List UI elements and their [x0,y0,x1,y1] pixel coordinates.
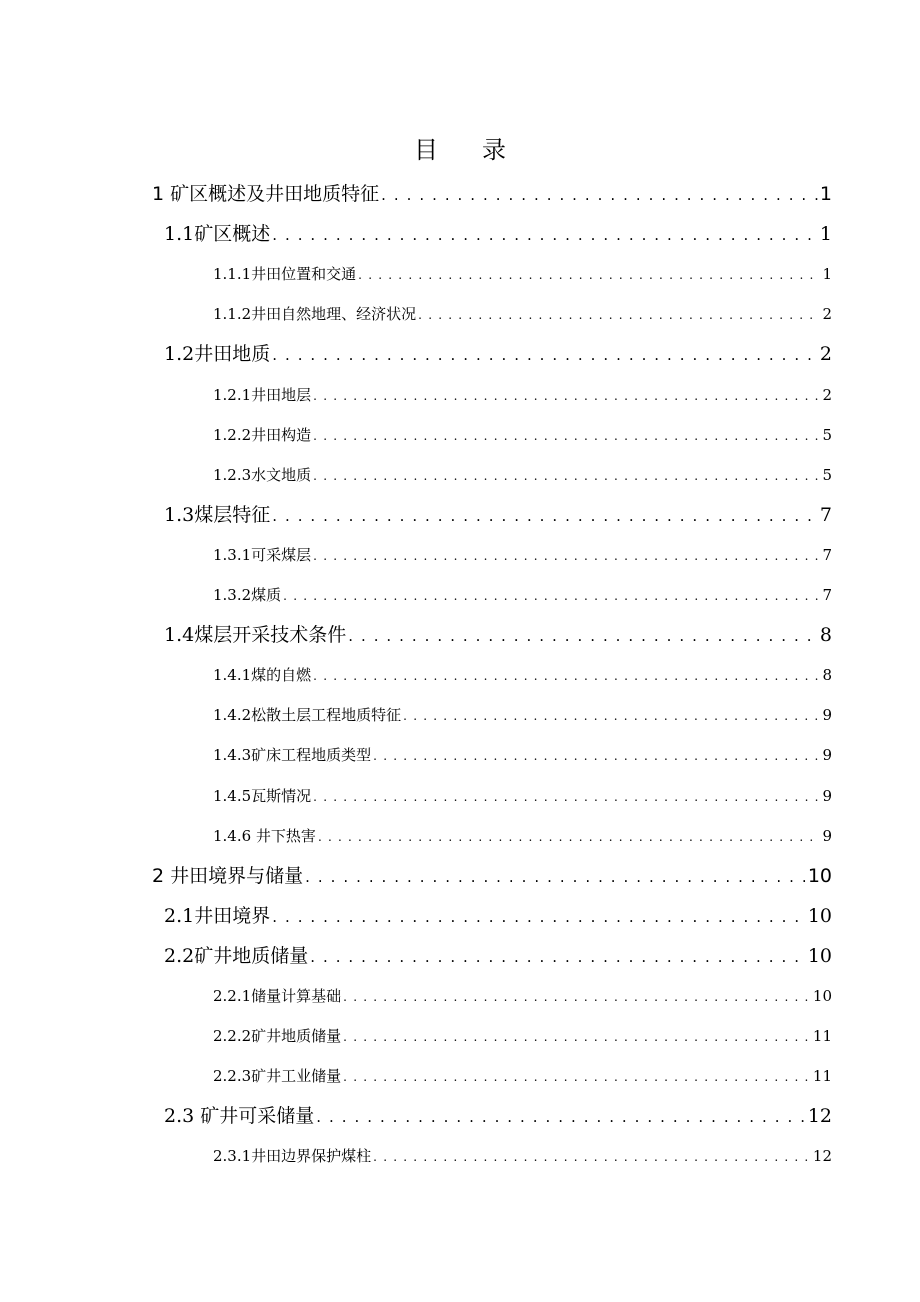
toc-entry-page-number: 9 [822,746,832,765]
toc-entry[interactable] [213,1016,832,1056]
toc-entry-page-number: 11 [812,1027,832,1046]
toc-entry[interactable] [164,334,832,374]
toc-entry-label: 1.2.3水文地质 [213,465,312,484]
toc-entry[interactable] [213,655,832,695]
toc-entry-page-number: 9 [822,706,832,725]
dot-leader [313,376,820,416]
toc-entry[interactable] [164,495,832,535]
toc-entry-page-number: 7 [822,586,832,604]
dot-leader [305,857,806,897]
toc-entry-page-number: 11 [812,1067,832,1086]
dot-leader [313,536,820,576]
toc-entry-label: 2.1井田境界 [164,904,271,927]
toc-entry-label: 1.1.2井田自然地理、经济状况 [213,305,417,324]
toc-entry-page-number: 9 [822,826,832,845]
toc-entry-label: 1.4.1煤的自燃 [213,666,312,685]
page-title [0,130,920,165]
toc-entry-page-number: 8 [822,666,832,685]
toc-entry[interactable] [164,896,832,936]
toc-entry-label: 1.2井田地质 [164,343,271,366]
toc-entry[interactable] [164,214,832,254]
dot-leader [358,255,820,295]
toc-entry[interactable] [213,776,832,816]
toc-entry[interactable] [213,1056,832,1096]
dot-leader [272,897,806,937]
toc-entry-page-number: 5 [822,465,832,484]
dot-leader [313,777,820,817]
toc-entry[interactable] [213,1136,832,1176]
toc-entry-label: 2.3.1井田边界保护煤柱 [213,1147,372,1166]
dot-leader [403,696,820,736]
toc-entry-label: 1.4.5瓦斯情况 [213,786,312,805]
toc-entry[interactable] [213,415,832,455]
toc-entry[interactable] [164,1096,832,1136]
toc-entry[interactable] [152,174,832,214]
toc-entry[interactable] [213,816,832,856]
title-char-2: 录 [482,136,506,164]
toc-entry-label: 2 井田境界与储量 [152,864,304,887]
toc-entry[interactable] [213,455,832,495]
toc-entry-label: 2.2矿井地质储量 [164,944,309,967]
toc-entry-label: 1.4.3矿床工程地质类型 [213,746,372,765]
toc-entry-label: 1.3.1可采煤层 [213,545,312,564]
toc-entry-page-number: 2 [819,343,832,366]
toc-entry[interactable] [213,735,832,775]
toc-entry-page-number: 1 [819,223,832,246]
toc-entry[interactable] [213,575,832,615]
toc-entry-page-number: 5 [822,425,832,444]
toc-entry-label: 1.4煤层开采技术条件 [164,624,347,647]
toc-entry-label: 2.2.3矿井工业储量 [213,1067,342,1086]
toc-entry[interactable] [213,294,832,334]
dot-leader [272,496,818,536]
dot-leader [373,736,820,776]
toc-entry-page-number: 2 [822,385,832,404]
dot-leader [381,175,818,215]
dot-leader [343,1057,811,1097]
dot-leader [313,416,820,456]
dot-leader [283,576,820,616]
dot-leader [316,1097,806,1137]
toc-entry-page-number: 10 [807,864,832,887]
toc-entry[interactable] [213,976,832,1016]
toc-entry-label: 2.3 矿井可采储量 [164,1105,315,1128]
dot-leader [343,1017,811,1057]
dot-leader [313,656,820,696]
dot-leader [418,295,820,335]
toc-entry-label: 1.3煤层特征 [164,503,271,526]
toc-entry-label: 2.2.2矿井地质储量 [213,1027,342,1046]
toc-entry-page-number: 12 [812,1147,832,1166]
title-char-1: 目 [414,136,438,164]
toc-entry-page-number: 10 [807,944,832,967]
toc-entry-page-number: 2 [822,305,832,324]
dot-leader [343,977,811,1017]
toc-entry[interactable] [213,695,832,735]
toc-entry-page-number: 1 [822,265,832,284]
dot-leader [373,1137,811,1177]
toc-entry-page-number: 10 [807,904,832,927]
toc-entry[interactable] [152,856,832,896]
toc-entry-label: 1.2.2井田构造 [213,425,312,444]
toc-entry-label: 1.4.2松散土层工程地质特征 [213,706,402,725]
toc-entry-page-number: 7 [819,503,832,526]
toc-entry-page-number: 12 [807,1105,832,1128]
dot-leader [318,817,821,857]
toc-entry-label: 1.2.1井田地层 [213,385,312,404]
toc-entry-page-number: 10 [812,987,832,1005]
toc-entry-page-number: 1 [819,183,832,205]
toc-entry-label: 1.1矿区概述 [164,223,271,246]
toc-entry-label: 1 矿区概述及井田地质特征 [152,183,380,205]
dot-leader [313,456,820,496]
dot-leader [348,616,818,656]
toc-entry-label: 1.3.2煤质 [213,586,282,604]
toc-entry-page-number: 8 [819,624,832,647]
toc-entry-label: 1.1.1井田位置和交通 [213,265,357,284]
toc-entry[interactable] [164,936,832,976]
toc-entry-label: 1.4.6 井下热害 [213,826,316,845]
dot-leader [272,335,818,375]
toc-entry-page-number: 9 [822,786,832,805]
toc-entry-label: 2.2.1储量计算基础 [213,987,342,1005]
toc-entry[interactable] [164,615,832,655]
toc-entry[interactable] [213,375,832,415]
dot-leader [272,215,818,255]
toc-entry-page-number: 7 [822,545,832,564]
toc-entry[interactable] [213,254,832,294]
toc-entry[interactable] [213,535,832,575]
dot-leader [310,937,806,977]
